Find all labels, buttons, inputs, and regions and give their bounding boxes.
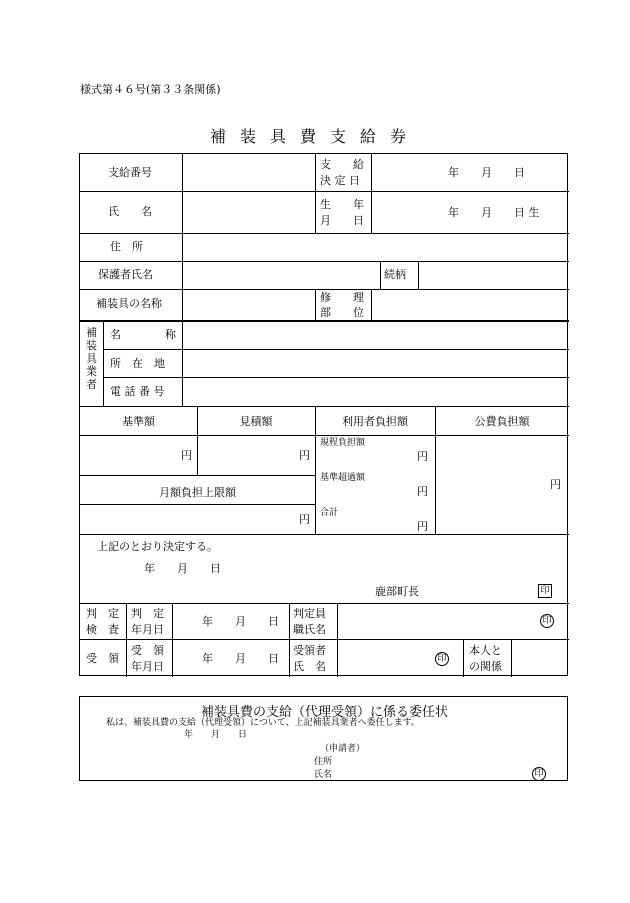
monthly-cap-label: 月額負担上限額 [159,486,236,499]
seal-mark: 印 [435,652,449,666]
repair-part-label: 修 理 [320,291,364,304]
proxy-title: 補装具費の支給（代理受領）に係る委任状 [200,705,448,720]
decision-statement: 上記のとおり決定する。 [97,540,218,553]
decision-date: 年 月 日 [144,562,221,575]
relation-label: 続柄 [384,268,406,281]
inspection-label: 判 定 [86,607,119,620]
receipt-date-label: 受 領 [131,644,164,657]
receipt-label: 受 領 [86,652,119,665]
mayor-label: 鹿部町長 [375,585,419,598]
standard-amount-header: 基準額 [122,415,155,428]
inspector-label: 判定員 [293,607,326,620]
device-name-label: 補装具の名称 [96,297,162,310]
seal-mark: 印 [540,614,554,628]
recipient-label: 受領者 [293,644,326,657]
vendor-name-label: 名 称 [110,328,176,341]
seal-mark: 印 [538,584,552,598]
yen-unit: 円 [417,520,428,533]
proxy-letter-box [79,696,568,781]
vendor-side-label: 補装具業者 [86,326,97,391]
vendor-location-label: 所 在 地 [110,357,165,370]
yen-unit: 円 [299,449,310,462]
regulated-burden-label: 規程負担額 [320,438,366,448]
relationship-label: 本人と [469,644,502,657]
proxy-statement: 私は、補装具費の支給（代理受領）について、上記補装具業者へ委任します。 [106,718,420,728]
inspection-date-value: 年 月 日 [202,615,279,628]
total-label: 合計 [320,508,339,518]
vendor-phone-label: 電 話 番 号 [110,385,165,398]
seal-mark: 印 [532,767,546,781]
estimate-header: 見積額 [239,415,273,428]
inspection-date-label: 判 定 [131,607,164,620]
name-label: 氏 名 [108,205,152,218]
address-label: 住 所 [110,240,143,253]
main-form-table: 支給番号 支 給 決 定 日 年 月 日 氏 名 生 年 月 日 年 月 日 生 住 所 保護者氏名 続柄 補装具の名称 修 理 部 位 補装具業者 名 称 所 在 地 電 話 番 号 基準額 見積額 利用者負担額 公費負担額 円 円 規程負担額 円 基準超過額 円 合計 円 円 月額負担上限額 円 上記のとおり決定する。 年 月 日 鹿部町長 印 判 定 検 査 判 定 年月日 年 月 日 判定員 職氏名 印 受 領 受 領 年月日 年 月 日 受領者 氏 名 印 本人と の関係 [79,153,568,676]
yen-unit: 円 [550,478,561,491]
yen-unit: 円 [417,450,428,463]
guardian-name-label: 保護者氏名 [98,268,153,281]
proxy-date: 年 月 日 [184,730,248,740]
receipt-date-value: 年 月 日 [202,652,279,665]
excess-amount-label: 基準超過額 [320,473,366,483]
form-number: 様式第４６号(第３３条関係) [80,83,221,96]
form-title: 補装具費支給券 [209,127,420,146]
yen-unit: 円 [181,449,192,462]
birth-date-label: 生 年 [320,198,364,211]
public-burden-header: 公費負担額 [474,415,530,428]
applicant-label: （申請者） [320,744,366,754]
user-burden-header: 利用者負担額 [342,415,408,428]
decision-date-label: 支 給 [320,158,364,171]
payment-number-label: 支給番号 [108,166,152,179]
applicant-address-label: 住所 [314,757,333,767]
decision-date-value: 年 月 日 [448,166,525,179]
applicant-name-label: 氏名 [314,770,333,780]
yen-unit: 円 [417,485,428,498]
yen-unit: 円 [299,513,310,526]
birth-date-value: 年 月 日 生 [448,206,540,219]
